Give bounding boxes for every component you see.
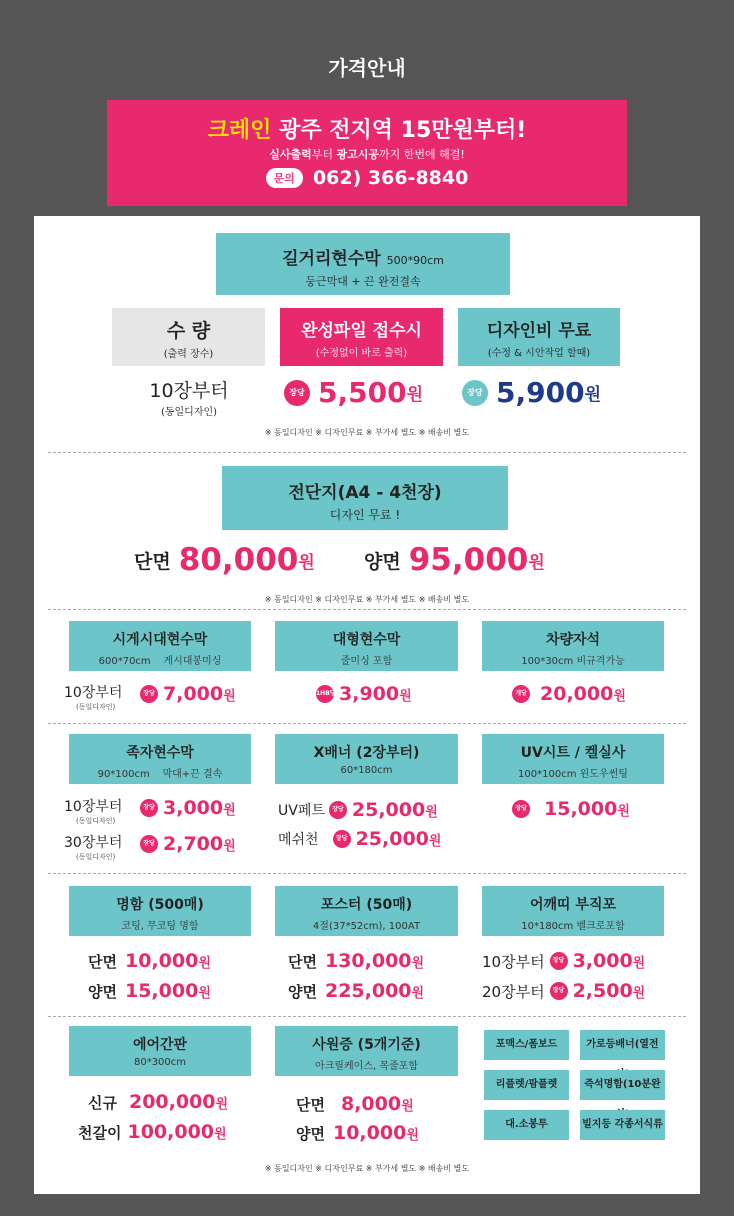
poster-l1: 단면 — [288, 952, 317, 971]
design-price-row — [462, 376, 601, 409]
xbanner-row1 — [278, 799, 438, 821]
flyer-won-2: 원 — [528, 552, 545, 573]
inquiry-badge: 문의 — [266, 168, 303, 188]
wall-qty: 10장부터 — [64, 685, 123, 701]
flyer-double-price: 95,000 — [408, 542, 529, 578]
large-banner-header — [275, 621, 458, 671]
qty-title: 수 량 — [166, 320, 211, 342]
large-price-row — [316, 683, 412, 705]
wall-sub — [69, 652, 251, 667]
footnote-1: ※ 동일디자인 ※ 디자인무료 ※ 부가세 별도 ※ 배송비 별도 — [264, 428, 470, 437]
wall-sub2: 게시대봉미싱 — [163, 656, 222, 667]
sub-bold-1: 실사출력 — [269, 148, 312, 161]
sash-header — [482, 886, 664, 936]
sash-won2: 원 — [632, 985, 646, 1001]
car-price-row — [512, 683, 626, 705]
footnote-3: ※ 동일디자인 ※ 디자인무료 ※ 부가세 별도 ※ 배송비 별도 — [264, 1164, 470, 1173]
uv-won: 원 — [617, 803, 630, 819]
design-box — [458, 308, 620, 366]
air-l2: 천갈이 — [78, 1123, 122, 1142]
bamboo-price2-row — [140, 833, 236, 855]
poster-row1 — [288, 950, 424, 972]
card-l2: 양면 — [88, 982, 117, 1001]
design-price: 5,900 — [496, 376, 585, 409]
file-title: 완성파일 접수시 — [301, 321, 422, 341]
xbanner-won2: 원 — [428, 833, 442, 849]
banner-headline — [107, 113, 627, 144]
extra-1: 포맥스/폼보드 — [484, 1030, 569, 1060]
qty-value: 10장부터 — [149, 380, 229, 402]
wall-note: (동일디자인) — [76, 703, 116, 711]
xbanner-row2 — [278, 828, 441, 850]
flyer-title: 전단지(A4 - 4천장) — [288, 483, 442, 503]
extra-2: 가로등배너(열전 — [580, 1030, 665, 1060]
uv-sub: 100*100cm 윈도우썬팅 — [518, 769, 628, 780]
flyer-single-row — [134, 542, 315, 578]
qty-box — [112, 308, 265, 366]
poster-won2: 원 — [411, 985, 425, 1001]
file-sub: (수정없이 바로 출력) — [315, 348, 408, 359]
sash-q1: 10장부터 — [482, 952, 545, 971]
file-box — [280, 308, 443, 366]
bamboo-qty2-block — [64, 832, 122, 862]
air-won2: 원 — [214, 1126, 227, 1142]
wall-banner-header — [69, 621, 251, 671]
bamboo-price2: 2,700 — [163, 833, 224, 855]
headline-text: 광주 전지역 15만원부터! — [271, 118, 527, 143]
divider-5 — [48, 1016, 686, 1017]
car-magnet-header — [482, 621, 664, 671]
poster-p1: 130,000 — [324, 950, 412, 972]
street-banner-header — [216, 233, 510, 295]
sash-unit2: 장당 — [550, 982, 568, 1000]
air-p2: 100,000 — [127, 1121, 215, 1143]
bamboo-unit1: 장당 — [140, 799, 158, 817]
divider-3 — [48, 723, 686, 724]
divider-1 — [48, 452, 686, 453]
xbanner-won1: 원 — [425, 804, 438, 820]
poster-row2 — [288, 980, 424, 1002]
uv-price-row — [512, 798, 630, 820]
large-price: 3,900 — [339, 683, 400, 705]
qty-value-block — [114, 376, 264, 418]
id-l2: 양면 — [296, 1124, 325, 1143]
poster-l2: 양면 — [288, 982, 317, 1001]
id-won2: 원 — [406, 1127, 419, 1143]
id-sub: 아크릴케이스, 목줄포함 — [315, 1061, 418, 1072]
flyer-won-1: 원 — [298, 552, 315, 573]
xbanner-l2: 메쉬천 — [278, 832, 319, 848]
xbanner-p1: 25,000 — [351, 799, 426, 821]
flyer-sub: 디자인 무료 ! — [329, 508, 401, 522]
card-title: 명함 (500매) — [116, 897, 204, 913]
bamboo-banner-header — [69, 734, 251, 784]
qty-note: (동일디자인) — [160, 407, 218, 418]
won-1: 원 — [406, 385, 424, 405]
id-l1: 단면 — [296, 1095, 325, 1114]
design-title: 디자인비 무료 — [486, 321, 592, 341]
contact-line — [107, 167, 627, 189]
uv-unit: 장당 — [512, 800, 530, 818]
banner-subline — [107, 146, 627, 162]
uv-price: 15,000 — [544, 798, 618, 820]
sash-q2: 20장부터 — [482, 982, 545, 1001]
flyer-double-row — [364, 542, 545, 578]
id-card-header — [275, 1026, 458, 1076]
xbanner-p2: 25,000 — [355, 828, 429, 850]
extra-6: 빌지등 각종서식류 — [580, 1110, 665, 1140]
large-title: 대형현수막 — [332, 632, 401, 648]
air-row1 — [88, 1091, 228, 1113]
card-l1: 단면 — [88, 952, 117, 971]
street-size: 500*90cm — [386, 254, 444, 267]
car-sub: 100*30cm 비규격가능 — [521, 656, 625, 667]
phone-number[interactable]: 062) 366-8840 — [312, 167, 469, 189]
air-title: 에어간판 — [132, 1037, 188, 1053]
promo-banner — [107, 100, 627, 206]
air-won1: 원 — [215, 1096, 229, 1112]
unit-badge-2: 장당 — [462, 380, 488, 406]
xbanner-title: X배너 (2장부터) — [313, 745, 420, 761]
flyer-double-label: 양면 — [364, 550, 401, 573]
extra-5: 대.소봉투 — [484, 1110, 569, 1140]
flyer-header — [222, 466, 508, 530]
unit-badge: 장당 — [284, 380, 310, 406]
card-p1: 10,000 — [124, 950, 199, 972]
sash-row2 — [482, 980, 645, 1002]
wall-unit: 장당 — [140, 685, 158, 703]
bamboo-qty2: 30장부터 — [64, 835, 123, 851]
extra-4: 즉석명함(10분완 — [580, 1070, 665, 1100]
xbanner-l1: UV페트 — [278, 803, 325, 819]
air-p1: 200,000 — [128, 1091, 216, 1113]
xbanner-header — [275, 734, 458, 784]
price-card — [34, 216, 700, 1194]
sub-text-2: 까지 한번에 해결! — [378, 148, 465, 161]
poster-header — [275, 886, 458, 936]
street-desc: 둥근막대 + 끈 완전결속 — [305, 275, 421, 288]
divider-2 — [48, 609, 686, 610]
card-p2: 15,000 — [124, 980, 199, 1002]
large-sub: 줄미싱 포함 — [340, 656, 393, 667]
wall-qty-block — [64, 682, 122, 712]
bamboo-price1: 3,000 — [163, 797, 224, 819]
sash-row1 — [482, 950, 645, 972]
bamboo-sub2: 막대+끈 결속 — [162, 769, 223, 780]
large-unit: 1HB당 — [316, 685, 334, 703]
uv-sheet-header — [482, 734, 664, 784]
wall-price: 7,000 — [163, 683, 224, 705]
card-won1: 원 — [198, 955, 211, 971]
bamboo-note2: (동일디자인) — [76, 853, 116, 861]
car-unit: 개당 — [512, 685, 530, 703]
footnote-2: ※ 동일디자인 ※ 디자인무료 ※ 부가세 별도 ※ 배송비 별도 — [264, 595, 470, 604]
xbanner-unit2: 장당 — [333, 830, 351, 848]
wall-sub1: 600*70cm — [98, 656, 151, 667]
bamboo-title: 족자현수막 — [126, 745, 194, 761]
id-p1: 8,000 — [340, 1093, 402, 1115]
id-won1: 원 — [401, 1098, 414, 1114]
sash-unit1: 장당 — [550, 952, 568, 970]
card-sub: 코팅, 무코팅 명함 — [121, 921, 199, 932]
poster-p2: 225,000 — [324, 980, 412, 1002]
card-row1 — [88, 950, 211, 972]
sub-text-1: 부터 — [311, 148, 337, 161]
id-title: 사원증 (5개기준) — [312, 1037, 421, 1053]
won-2: 원 — [584, 385, 602, 405]
file-price-row — [284, 376, 423, 409]
bamboo-unit2: 장당 — [140, 835, 158, 853]
bamboo-qty1-block — [64, 796, 122, 826]
id-p2: 10,000 — [332, 1122, 407, 1144]
large-won: 원 — [399, 688, 412, 704]
sash-won1: 원 — [632, 955, 646, 971]
sub-bold-2: 광고시공 — [336, 148, 379, 161]
wall-title: 시게시대현수막 — [112, 632, 208, 648]
sash-sub: 10*180cm 벨크로포함 — [521, 921, 625, 932]
bamboo-price1-row — [140, 797, 236, 819]
air-row2 — [78, 1121, 227, 1143]
air-sign-header — [69, 1026, 251, 1076]
car-price: 20,000 — [540, 683, 614, 705]
xbanner-sub: 60*180cm — [340, 765, 393, 776]
brand-name: 크레인 — [207, 118, 272, 143]
card-header — [69, 886, 251, 936]
bamboo-won2: 원 — [223, 838, 236, 854]
xbanner-unit1: 장당 — [329, 801, 347, 819]
car-title: 차량자석 — [545, 632, 601, 648]
page-title: 가격안내 — [328, 56, 406, 80]
bamboo-note1: (동일디자인) — [76, 817, 116, 825]
sash-p2: 2,500 — [572, 980, 633, 1002]
air-l1: 신규 — [88, 1093, 117, 1112]
bamboo-sub1: 90*100cm — [97, 769, 150, 780]
design-sub: (수정 & 시안작업 할때) — [487, 348, 591, 359]
sash-title: 어깨띠 부직포 — [529, 897, 617, 913]
card-won2: 원 — [198, 985, 211, 1001]
card-row2 — [88, 980, 211, 1002]
wall-price-row — [140, 683, 236, 705]
car-won: 원 — [613, 688, 626, 704]
poster-sub: 4절(37*52cm), 100AT — [312, 921, 421, 932]
id-row1 — [296, 1093, 414, 1115]
id-row2 — [296, 1122, 419, 1144]
extra-3: 리플렛/팜플렛 — [484, 1070, 569, 1100]
bamboo-won1: 원 — [223, 802, 236, 818]
qty-sub: (출력 장수) — [163, 349, 214, 360]
flyer-single-price: 80,000 — [178, 542, 299, 578]
flyer-single-label: 단면 — [134, 550, 171, 573]
file-price: 5,500 — [318, 376, 407, 409]
wall-won: 원 — [223, 688, 236, 704]
divider-4 — [48, 873, 686, 874]
air-sub: 80*300cm — [133, 1057, 187, 1068]
uv-title: UV시트 / 켈실사 — [520, 745, 626, 761]
poster-title: 포스터 (50매) — [320, 897, 413, 913]
bamboo-qty1: 10장부터 — [64, 799, 123, 815]
bamboo-sub — [69, 765, 251, 780]
street-title: 길거리현수막 — [282, 249, 381, 269]
sash-p1: 3,000 — [572, 950, 633, 972]
poster-won1: 원 — [411, 955, 425, 971]
